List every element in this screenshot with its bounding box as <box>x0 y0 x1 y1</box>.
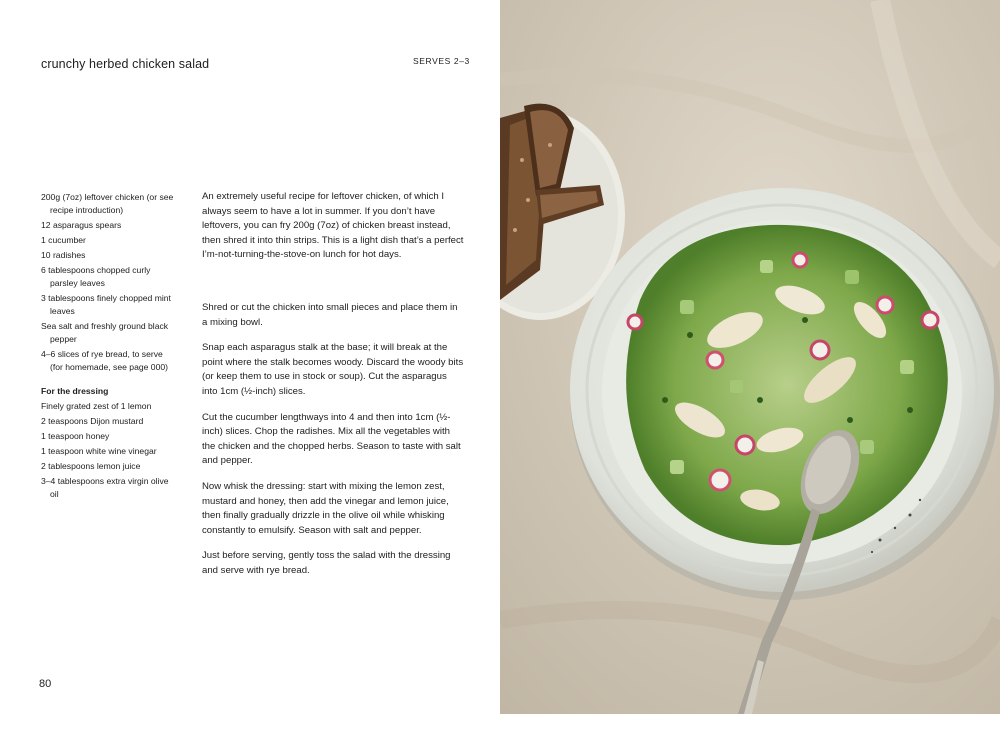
dressing-item: 2 tablespoons lemon juice <box>41 461 141 471</box>
dressing-item: 1 teaspoon honey <box>41 431 110 441</box>
ingredient-item: 10 radishes <box>41 250 86 260</box>
method-step: Now whisk the dressing: start with mixing the lemon zest, mustard and honey, then add the vinegar and lemon juice, then finally gradually drizzle in the olive oil while whisking constantly to emulsify. Season with salt and pepper. <box>202 480 449 536</box>
serves-label: SERVES 2–3 <box>413 56 470 66</box>
ingredient-item: 1 cucumber <box>41 235 86 245</box>
photo-illustration <box>500 0 1000 714</box>
method-step: Snap each asparagus stalk at the base; it will break at the point where the stalk becomes woody. Discard the woody bits (or keep them to use in stock or soup). Cut the asparagus into 1cm (½-inch) slices. <box>202 342 464 397</box>
ingredient-item: 6 tablespoons chopped curly parsley leaves <box>41 265 151 288</box>
method-text <box>202 190 464 589</box>
left-page <box>0 0 500 714</box>
recipe-intro: An extremely useful recipe for leftover chicken, of which I always seem to have a lot in summer. If you don’t have leftovers, you can fry 200g (7oz) of chicken breast instead, then shred it into thin strips. This is a light dish that’s a perfect I’m-not-turning-the-stove-on lunch for hot days. <box>202 191 464 261</box>
method-step: Shred or cut the chicken into small pieces and place them in a mixing bowl. <box>202 301 458 328</box>
ingredient-item: 3 tablespoons finely chopped mint leaves <box>41 293 171 316</box>
method-step: Just before serving, gently toss the salad with the dressing and serve with rye bread. <box>202 550 451 576</box>
ingredient-list <box>41 191 176 503</box>
dressing-item: 1 teaspoon white wine vinegar <box>41 446 157 456</box>
ingredient-item: 200g (7oz) leftover chicken (or see recipe introduction) <box>41 192 174 215</box>
ingredient-item: Sea salt and freshly ground black pepper <box>41 321 169 344</box>
method-step: Cut the cucumber lengthways into 4 and then into 1cm (½-inch) slices. Chop the radishes. Mix all the vegetables with the chicken and the chopped herbs. Season to taste with salt and pepper. <box>202 411 461 467</box>
recipe-title: crunchy herbed chicken salad <box>41 57 210 71</box>
page-number: 80 <box>39 678 52 690</box>
dressing-item: 3–4 tablespoons extra virgin olive oil <box>41 476 169 499</box>
dressing-item: Finely grated zest of 1 lemon <box>41 401 152 411</box>
ingredient-item: 4–6 slices of rye bread, to serve (for homemade, see page 000) <box>41 349 168 372</box>
ingredient-item: 12 asparagus spears <box>41 220 122 230</box>
dressing-item: 2 teaspoons Dijon mustard <box>41 416 144 426</box>
dressing-heading: For the dressing <box>41 386 109 396</box>
salad-bowl-photo <box>500 0 1000 714</box>
